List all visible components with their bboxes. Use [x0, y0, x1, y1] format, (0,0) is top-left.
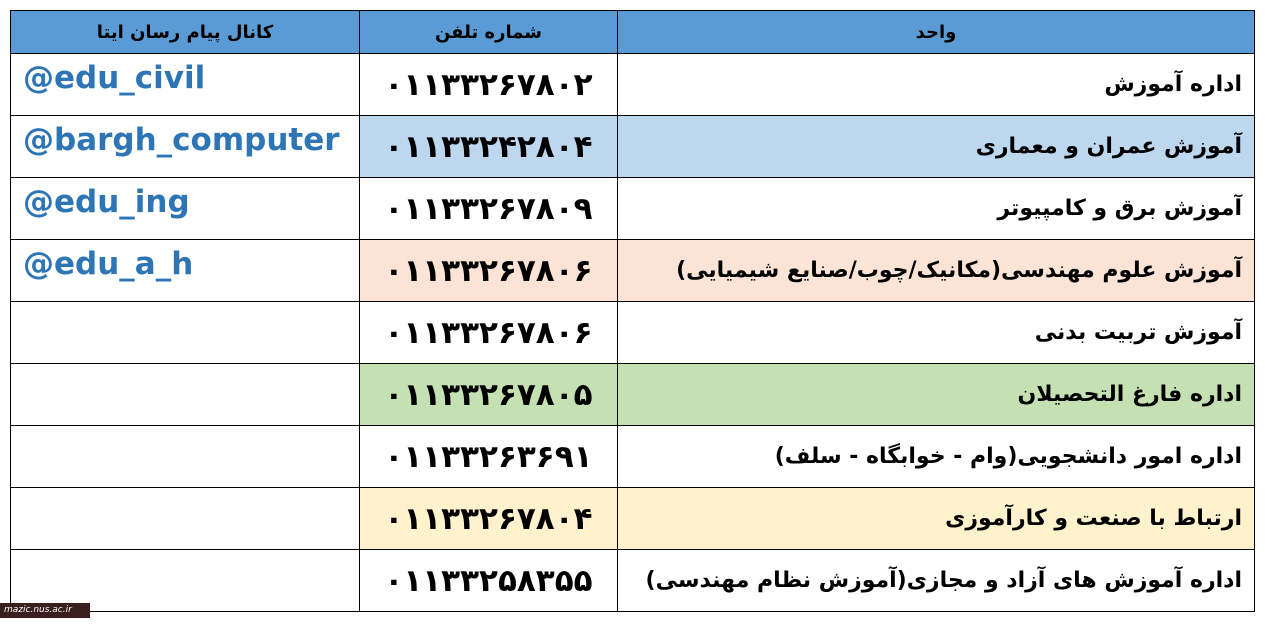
table-row: [11, 364, 1255, 426]
phone-cell: ۰۱۱۳۳۲۴۲۸۰۴: [360, 116, 618, 178]
contact-table: [10, 10, 1255, 612]
phone-cell: ۰۱۱۳۳۲۶۷۸۰۵: [360, 364, 618, 426]
channel-cell[interactable]: @edu_ing: [11, 178, 360, 240]
phone-cell: ۰۱۱۳۳۲۶۷۸۰۹: [360, 178, 618, 240]
channel-cell: [11, 488, 360, 550]
table-row: [11, 240, 1255, 302]
unit-cell: اداره آموزش: [618, 54, 1255, 116]
unit-cell: آموزش علوم مهندسی(مکانیک/چوب/صنایع شیمیایی): [618, 240, 1255, 302]
channel-cell[interactable]: @edu_a_h: [11, 240, 360, 302]
channel-cell[interactable]: @bargh_computer: [11, 116, 360, 178]
table-row: [11, 302, 1255, 364]
unit-cell: اداره آموزش های آزاد و مجازی(آموزش نظام مهندسی): [618, 550, 1255, 612]
header-channel: کانال پیام رسان ایتا: [11, 11, 360, 54]
unit-cell: آموزش برق و کامپیوتر: [618, 178, 1255, 240]
phone-cell: ۰۱۱۳۳۲۶۷۸۰۲: [360, 54, 618, 116]
unit-cell: ارتباط با صنعت و کارآموزی: [618, 488, 1255, 550]
table-row: [11, 54, 1255, 116]
unit-cell: اداره امور دانشجویی(وام - خوابگاه - سلف): [618, 426, 1255, 488]
channel-cell: [11, 364, 360, 426]
phone-cell: ۰۱۱۳۳۲۶۷۸۰۶: [360, 302, 618, 364]
phone-cell: ۰۱۱۳۳۲۶۷۸۰۶: [360, 240, 618, 302]
unit-cell: آموزش عمران و معماری: [618, 116, 1255, 178]
channel-cell: [11, 302, 360, 364]
header-unit: واحد: [618, 11, 1255, 54]
unit-cell: اداره فارغ التحصیلان: [618, 364, 1255, 426]
unit-cell: آموزش تربیت بدنی: [618, 302, 1255, 364]
phone-cell: ۰۱۱۳۳۲۶۷۸۰۴: [360, 488, 618, 550]
table-row: [11, 550, 1255, 612]
table-row: [11, 178, 1255, 240]
channel-cell[interactable]: @edu_civil: [11, 54, 360, 116]
table-header-row: [11, 11, 1255, 54]
table-row: [11, 488, 1255, 550]
phone-cell: ۰۱۱۳۳۲۶۳۶۹۱: [360, 426, 618, 488]
header-phone: شماره تلفن: [360, 11, 618, 54]
table-row: [11, 116, 1255, 178]
table-row: [11, 426, 1255, 488]
watermark-label: mazic.nus.ac.ir: [0, 603, 90, 618]
channel-cell: [11, 426, 360, 488]
phone-cell: ۰۱۱۳۳۲۵۸۳۵۵: [360, 550, 618, 612]
